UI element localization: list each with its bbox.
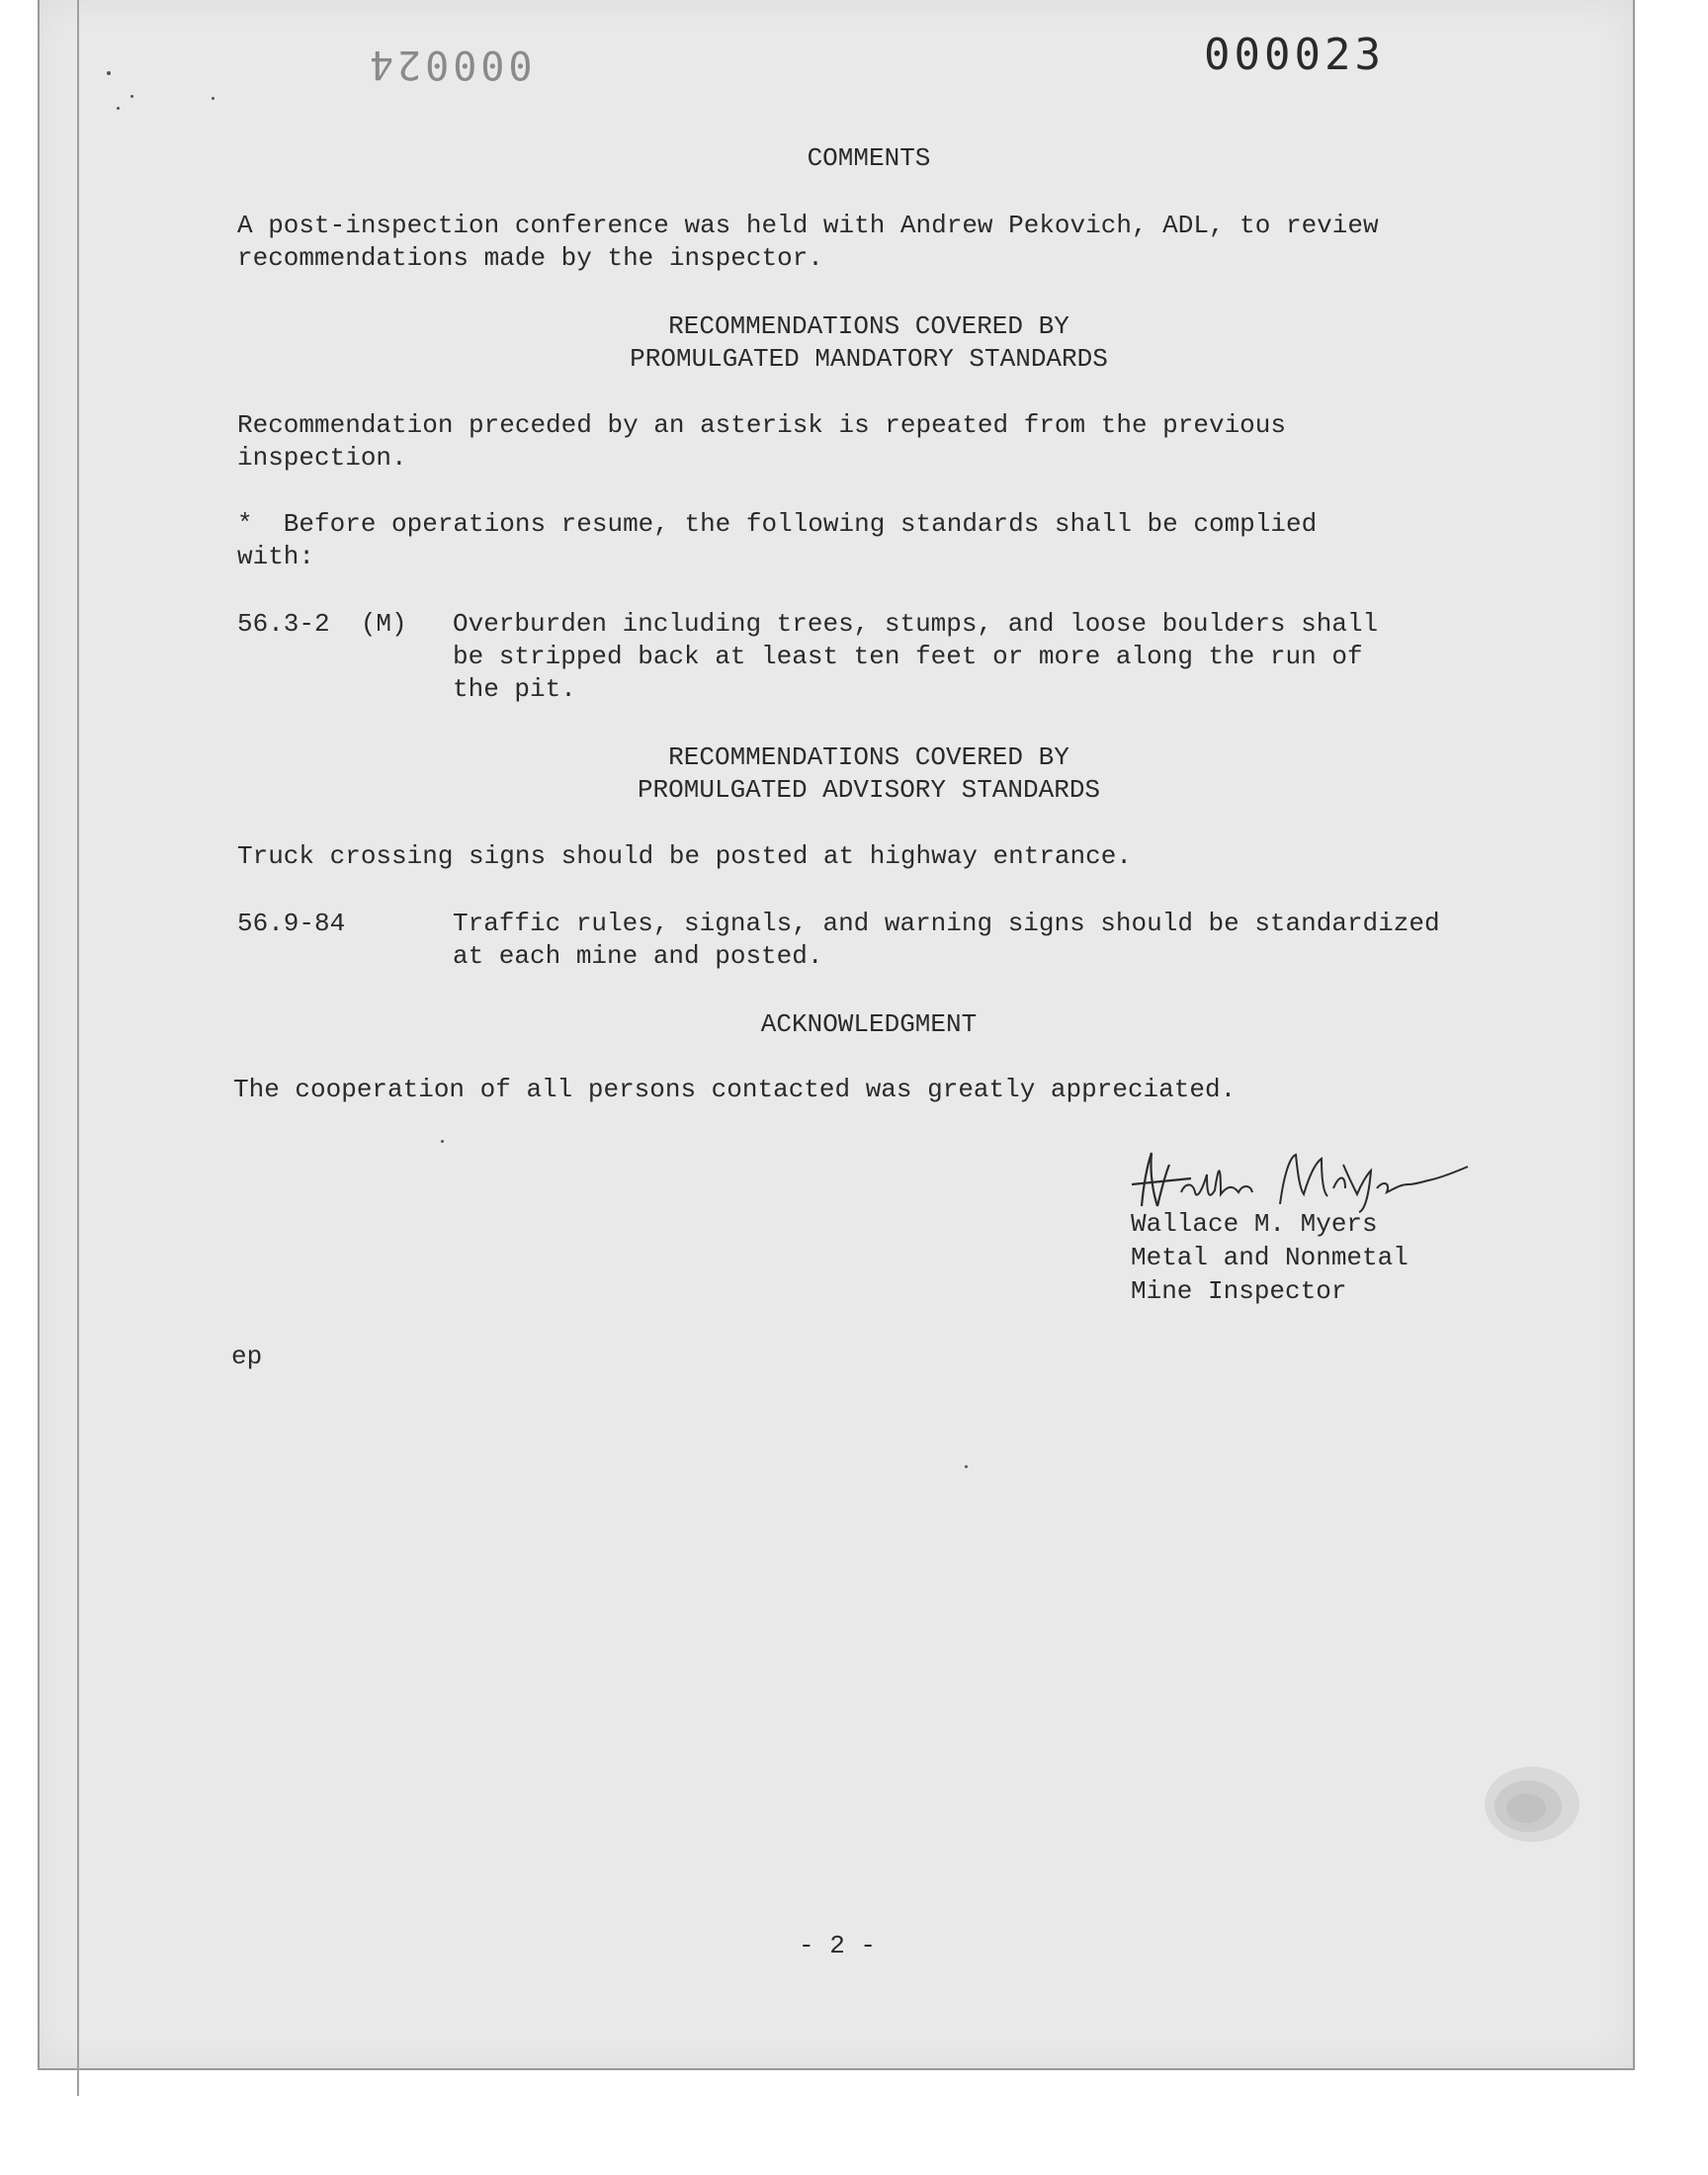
page-stamp: 000023 [1204, 30, 1385, 80]
acknowledgment-heading: ACKNOWLEDGMENT [760, 1009, 978, 1039]
asterisk-note: Recommendation preceded by an asterisk is repeated from the previous inspection. [237, 410, 1286, 473]
acknowledgment-text: The cooperation of all persons contacted was greatly appreciated. [233, 1075, 1237, 1104]
standard-code: 56.9-84 [237, 909, 346, 938]
mandatory-standards-heading: RECOMMENDATIONS COVERED BY PROMULGATED MANDATORY STANDARDS [630, 311, 1108, 374]
speck [965, 1465, 968, 1468]
fingerprint-smudge [1453, 1755, 1591, 1864]
standard-code: 56.3-2 (M) [237, 609, 407, 639]
before-operations-note: * Before operations resume, the following standards shall be complied with: [237, 509, 1318, 571]
speck [441, 1140, 444, 1143]
typist-initials: ep [231, 1342, 263, 1371]
advisory-standards-heading: RECOMMENDATIONS COVERED BY PROMULGATED ADVISORY STANDARDS [637, 742, 1101, 805]
page-number: - 2 - [798, 1931, 876, 1960]
faint-page-stamp: 000024 [366, 42, 533, 87]
comments-heading: COMMENTS [807, 143, 931, 173]
speck [107, 71, 111, 75]
speck [212, 97, 214, 100]
inspector-name: Wallace M. Myers [1131, 1209, 1378, 1239]
handwritten-signature [1122, 1145, 1478, 1214]
intro-paragraph: A post-inspection conference was held with Andrew Pekovich, ADL, to review recommendations made by the inspector. [237, 211, 1379, 273]
standard-text: Traffic rules, signals, and warning signs should be standardized at each mine and posted. [453, 909, 1440, 971]
speck [117, 107, 120, 110]
inspector-title-line2: Mine Inspector [1131, 1276, 1347, 1306]
speck [130, 95, 133, 98]
inspector-title-line1: Metal and Nonmetal [1131, 1243, 1409, 1272]
standard-text: Overburden including trees, stumps, and loose boulders shall be stripped back at least ten feet or more along the run of the pit. [453, 609, 1379, 704]
truck-crossing-note: Truck crossing signs should be posted at highway entrance. [237, 841, 1132, 871]
